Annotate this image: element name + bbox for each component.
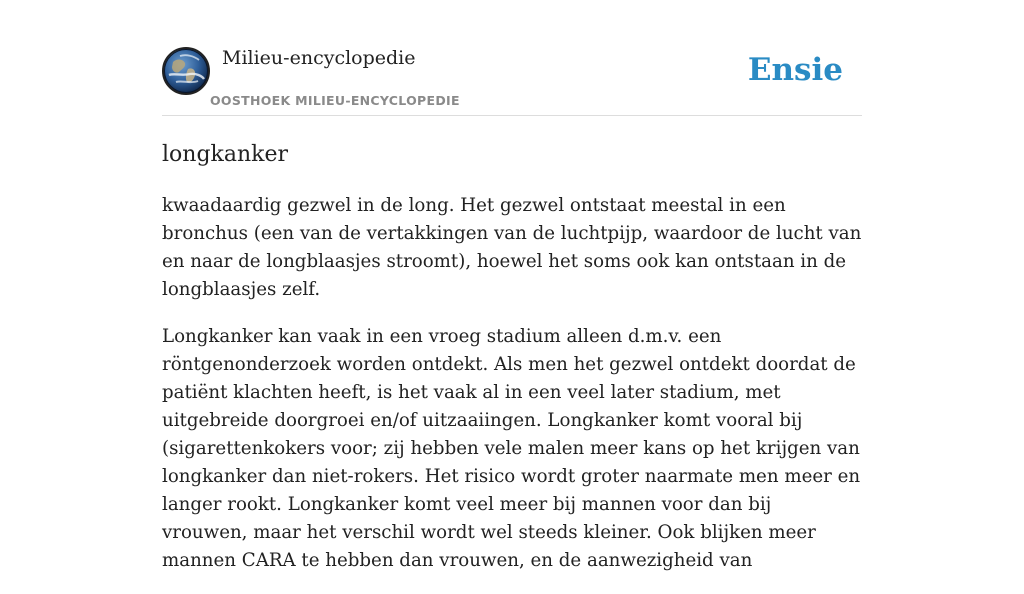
- content-column: [162, 0, 862, 571]
- avatar[interactable]: [162, 47, 210, 95]
- entry-definition: [162, 192, 862, 594]
- definition-paragraph: kwaadaardig gezwel in de long. Het gezwel ontstaat meestal in een bronchus (een van de vertakkingen van de luchtpijp, waardoor de lucht van en naar de longblaasjes stroomt), hoewel het soms ook kan ontstaan in de longblaasjes zelf.: [162, 195, 862, 300]
- site-logo[interactable]: Ensie: [747, 52, 843, 88]
- entry-term: longkanker: [162, 142, 289, 167]
- dictionary-title[interactable]: Milieu-encyclopedie: [222, 47, 416, 69]
- earth-globe-icon: [164, 49, 208, 93]
- definition-paragraph: Longkanker kan vaak in een vroeg stadium alleen d.m.v. een röntgenonderzoek worden ontdekt. Als men het gezwel ontdekt doordat de patiënt klachten heeft, is het vaak al in een veel later stadium, met uitgebreide doorgroei en/of uitzaaiingen. Longkanker komt vooral bij (sigarettenkokers voor; zij hebben vele malen meer kans op het krijgen van longkanker dan niet-rokers. Het risico wordt groter naarmate men meer en langer rookt. Longkanker komt veel meer bij mannen voor dan bij vrouwen, maar het verschil wordt wel steeds kleiner. Ook blijken meer mannen CARA te hebben dan vrouwen, en de aanwezigheid van: [162, 326, 861, 571]
- dictionary-header: [162, 0, 862, 116]
- dictionary-subtitle[interactable]: OOSTHOEK MILIEU-ENCYCLOPEDIE: [210, 93, 460, 108]
